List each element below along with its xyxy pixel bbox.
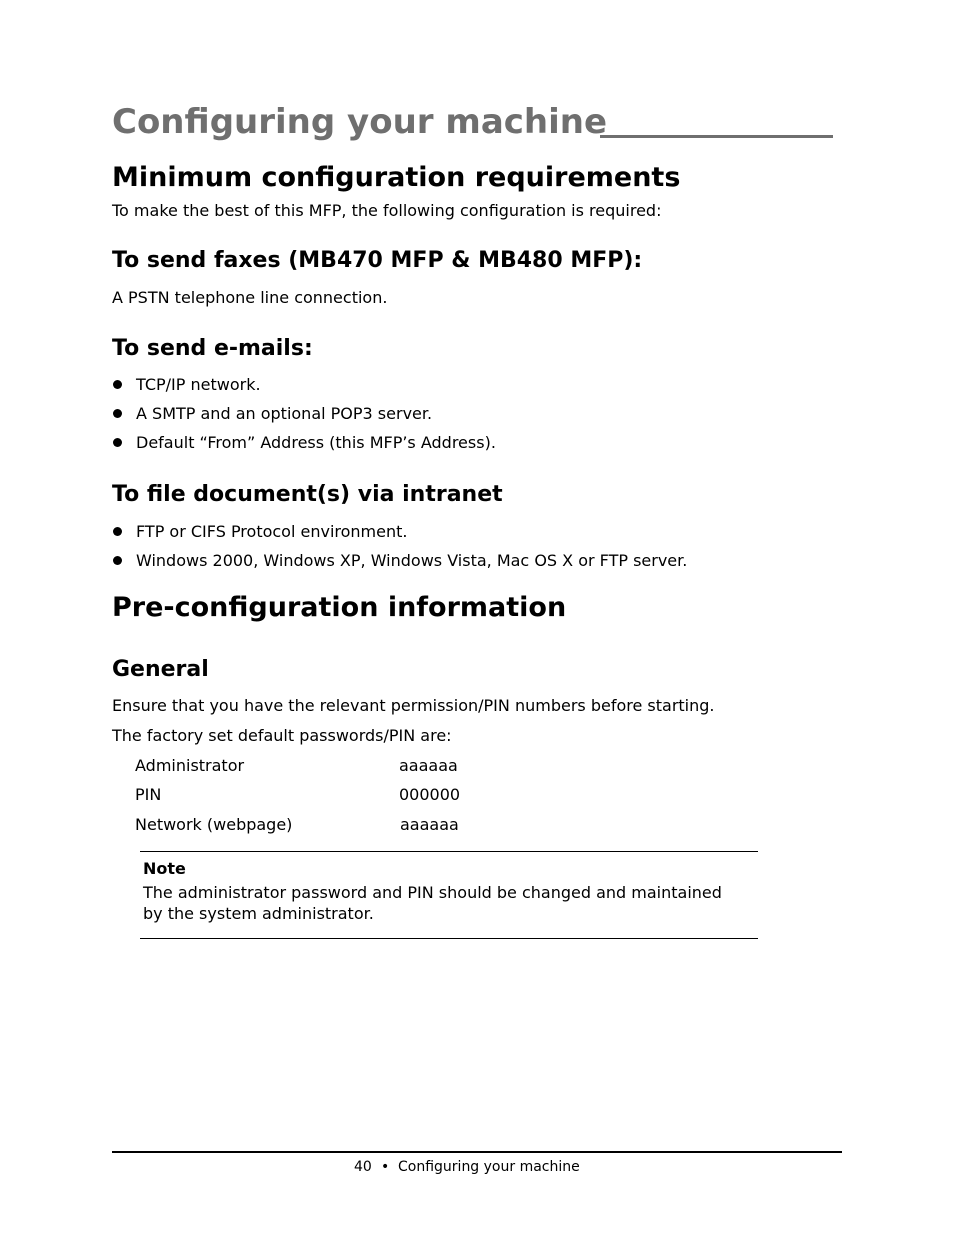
credential-value: aaaaaa	[400, 815, 459, 834]
subheading-general: General	[112, 657, 209, 682]
note-top-rule	[140, 851, 758, 852]
list-item-text: A SMTP and an optional POP3 server.	[136, 404, 433, 423]
footer-separator: •	[381, 1159, 390, 1175]
note-title: Note	[143, 859, 186, 878]
subheading-faxes: To send faxes (MB470 MFP & MB480 MFP):	[112, 248, 643, 273]
credential-label: Administrator	[135, 756, 245, 775]
page-number: 40	[354, 1159, 372, 1175]
faxes-text: A PSTN telephone line connection.	[112, 288, 388, 307]
credential-label: PIN	[135, 785, 162, 804]
general-text-2: The factory set default passwords/PIN are:	[112, 726, 452, 745]
subheading-intranet: To file document(s) via intranet	[112, 482, 503, 507]
footer-chapter-name: Configuring your machine	[398, 1159, 580, 1175]
credential-value: 000000	[399, 785, 461, 804]
credential-value: aaaaaa	[399, 756, 458, 775]
general-text-1: Ensure that you have the relevant permission/PIN numbers before starting.	[112, 696, 715, 715]
section-heading-min-config: Minimum configuration requirements	[112, 162, 681, 193]
list-item-text: Windows 2000, Windows XP, Windows Vista, Mac OS X or FTP server.	[136, 551, 688, 570]
bullet-icon	[113, 527, 122, 536]
credential-label: Network (webpage)	[135, 815, 293, 834]
note-text-line-1: The administrator password and PIN should be changed and maintained	[143, 883, 722, 902]
list-item-text: Default “From” Address (this MFP’s Address).	[136, 433, 496, 452]
note-text-line-2: by the system administrator.	[143, 904, 374, 923]
bullet-icon	[113, 409, 122, 418]
bullet-icon	[113, 380, 122, 389]
list-item-text: TCP/IP network.	[136, 375, 261, 394]
bullet-icon	[113, 556, 122, 565]
note-bottom-rule	[140, 938, 758, 939]
bullet-icon	[113, 438, 122, 447]
list-item-text: FTP or CIFS Protocol environment.	[136, 522, 408, 541]
chapter-title: Configuring your machine	[112, 102, 608, 142]
footer-rule	[112, 1151, 842, 1153]
section-heading-preconfig: Pre-configuration information	[112, 592, 567, 623]
subheading-emails: To send e-mails:	[112, 336, 313, 361]
min-config-intro: To make the best of this MFP, the following configuration is required:	[112, 201, 662, 220]
chapter-title-rule	[600, 135, 833, 138]
